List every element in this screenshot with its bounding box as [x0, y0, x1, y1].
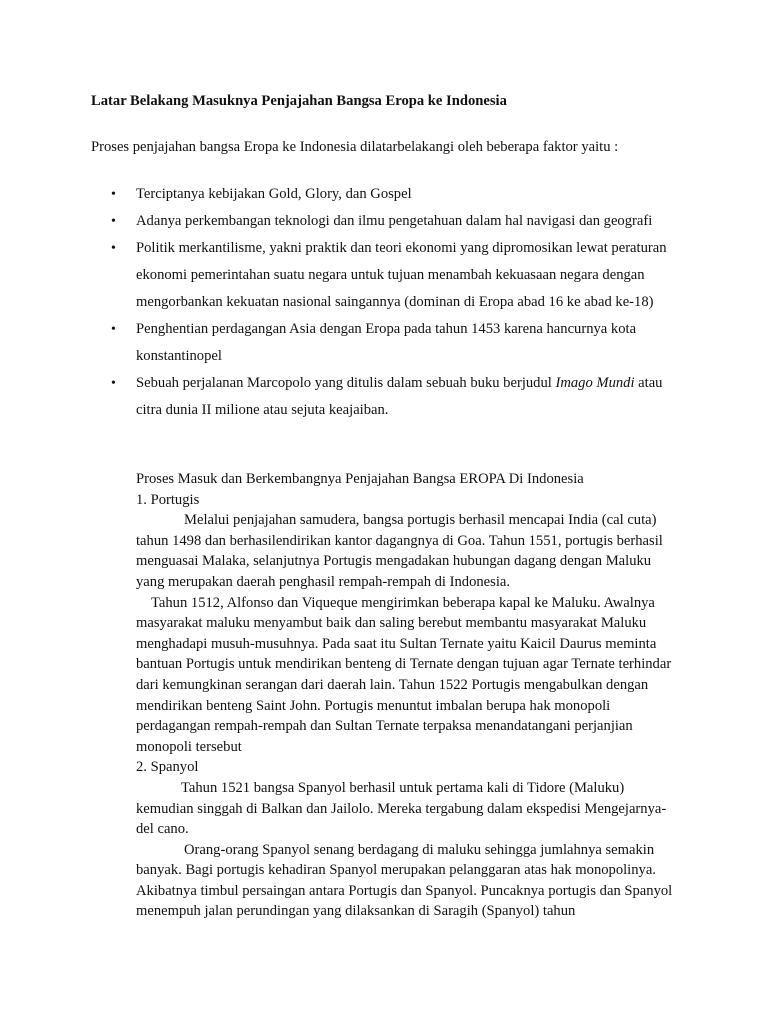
spanyol-paragraph-2: Orang-orang Spanyol senang berdagang di maluku sehingga jumlahnya semakin banyak. Bagi portugis kehadiran Spanyol merupakan pelanggaran atas hak monopolinya. Akibatnya timbul persaingan antara Portugis dan Spanyol. Puncaknya portugis dan Spanyol menempuh jalan perundingan yang dilaksankan di Saragih (Spanyol) tahun — [136, 841, 673, 920]
document-title: Latar Belakang Masuknya Penjajahan Bangsa Eropa ke Indonesia — [91, 93, 507, 109]
book-title: Imago Mundi — [555, 375, 635, 391]
portugis-paragraph-2: Tahun 1512, Alfonso dan Viqueque mengirimkan beberapa kapal ke Maluku. Awalnya masyarakat maluku menyambut baik dan saling berebut membantu masyarakat Maluku menghadapi musuh-musuhnya. Pada saat itu Sultan Ternate yaitu Kaicil Daurus meminta bantuan Portugis untuk mendirikan benteng di Ternate dengan tujuan agar Ternate terhindar dari kemungkinan serangan dari daerah lain. Tahun 1522 Portugis mengabulkan dengan mendirikan benteng Saint John. Portugis menuntut imbalan berupa hak monopoli perdagangan rempah-rempah dan Sultan Ternate terpaksa menandatangani perjanjian monopoli tersebut — [136, 594, 672, 755]
list-item: • Terciptanya kebijakan Gold, Glory, dan Gospel — [108, 181, 688, 208]
spanyol-heading: 2. Spanyol — [136, 759, 199, 776]
portugis-heading: 1. Portugis — [136, 491, 200, 508]
intro-paragraph: Proses penjajahan bangsa Eropa ke Indonesia dilatarbelakangi oleh beberapa faktor yaitu : — [91, 139, 619, 155]
portugis-paragraph-1: Melalui penjajahan samudera, bangsa portugis berhasil mencapai India (cal cuta) tahun 1498 dan berhasilendirikan kantor dagangnya di Goa. Tahun 1551, portugis berhasil menguasai Malaka, selanjutnya Portugis mengadakan hubungan dagang dengan Maluku yang merupakan daerah penghasil rempah-rempah di Indonesia. — [136, 512, 663, 590]
list-item: • Penghentian perdagangan Asia dengan Eropa pada tahun 1453 karena hancurnya kota konstantinopel — [108, 316, 688, 370]
list-item-text: atau citra dunia II milione atau sejuta keajaiban. — [136, 375, 663, 418]
list-item — [108, 370, 688, 424]
list-item-text: Sebuah perjalanan Marcopolo yang ditulis dalam sebuah buku berjudul — [136, 375, 556, 391]
list-item: • Politik merkantilisme, yakni praktik dan teori ekonomi yang dipromosikan lewat peraturan ekonomi pemerintahan suatu negara untuk tujuan menambah kekuasaan negara dengan mengorbankan kekuatan nasional saingannya (dominan di Eropa abad 16 ke abad ke-18) — [108, 235, 688, 316]
document-body — [136, 469, 681, 922]
spanyol-paragraph-1: Tahun 1521 bangsa Spanyol berhasil untuk pertama kali di Tidore (Maluku) kemudian singgah di Balkan dan Jailolo. Mereka tergabung dalam ekspedisi Mengejarnya-del cano. — [136, 779, 667, 838]
list-item: • Adanya perkembangan teknologi dan ilmu pengetahuan dalam hal navigasi dan geografi — [108, 208, 688, 235]
section-heading: Proses Masuk dan Berkembangnya Penjajahan Bangsa EROPA Di Indonesia — [136, 471, 584, 487]
factor-list — [108, 181, 688, 424]
